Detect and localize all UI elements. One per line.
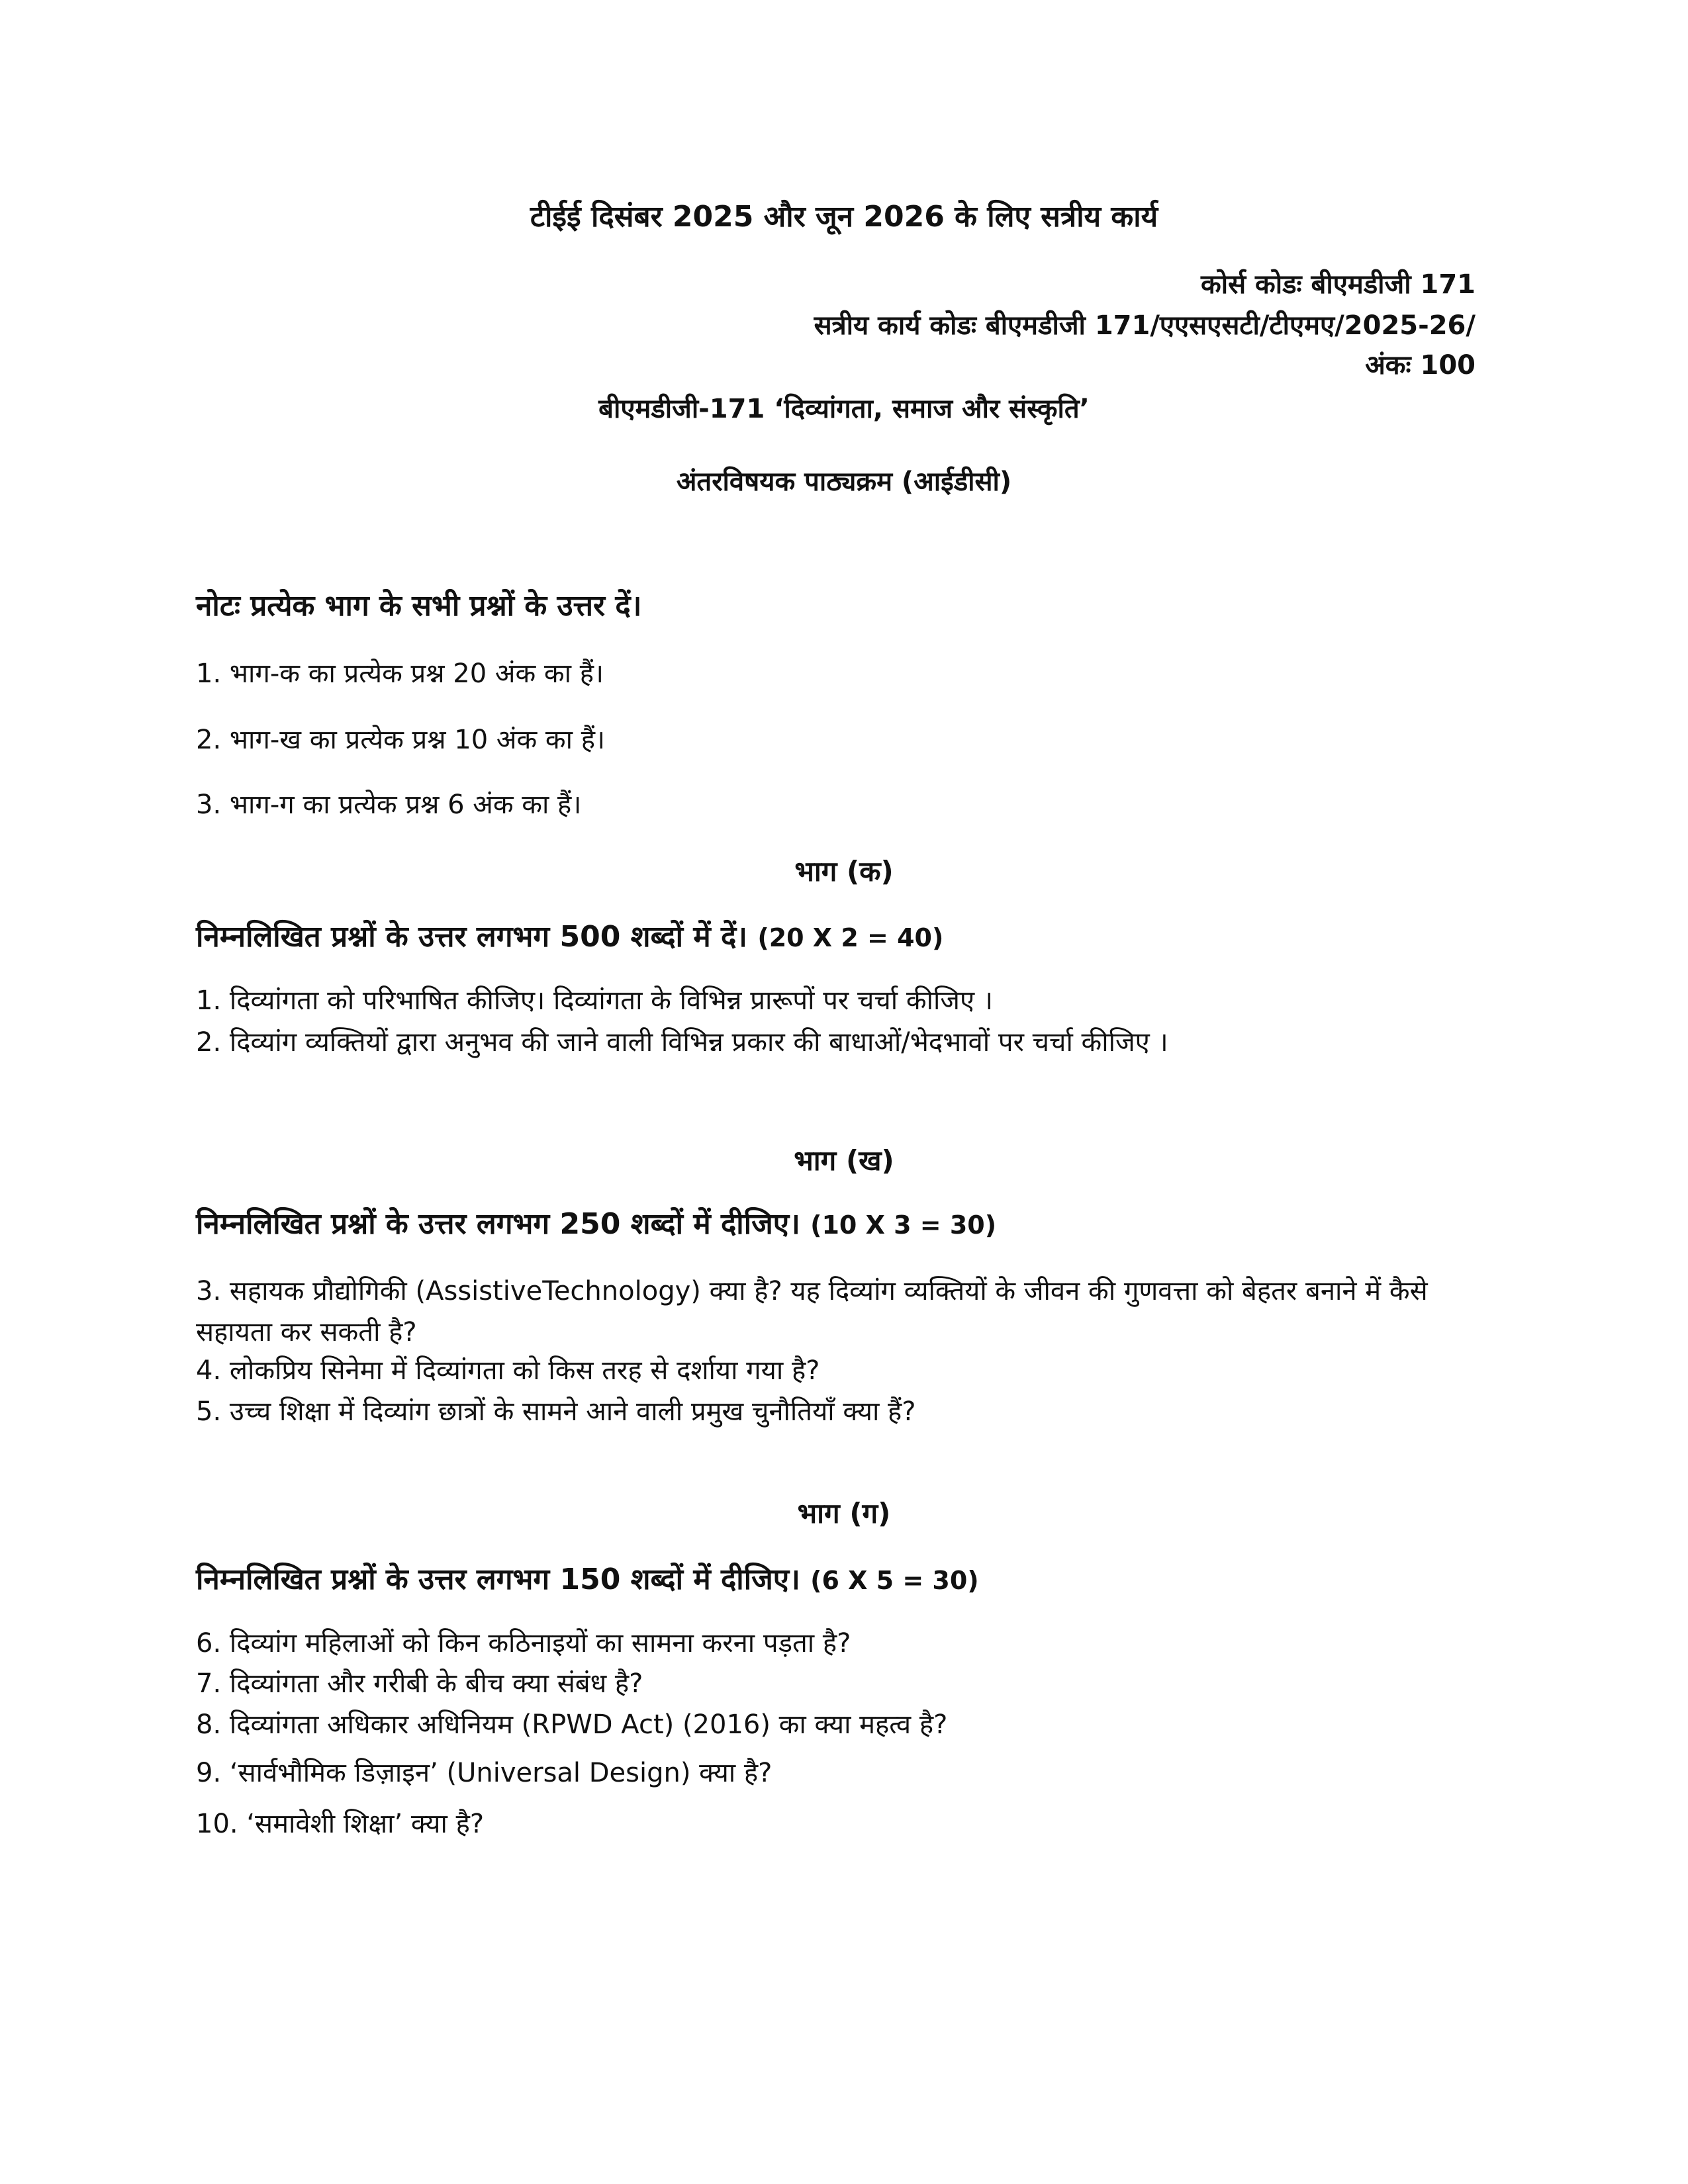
note-heading: नोटः प्रत्येक भाग के सभी प्रश्नों के उत्तर दें। (196, 589, 642, 623)
section-instruction-a (196, 920, 944, 954)
section-title-a: भाग (क) (794, 855, 894, 887)
question: 5. उच्च शिक्षा में दिव्यांग छात्रों के सामने आने वाली प्रमुख चुनौतियाँ क्या हैं? (196, 1396, 916, 1427)
question: 9. ‘सार्वभौमिक डिज़ाइन’ (Universal Design) क्या है? (196, 1758, 773, 1788)
course-code: कोर्स कोडः बीएमडीजी 171 (1201, 269, 1476, 300)
question: 10. ‘समावेशी शिक्षा’ क्या है? (196, 1809, 485, 1839)
marks-formula: (20 X 2 = 40) (757, 923, 944, 952)
note-rule: 3. भाग-ग का प्रत्येक प्रश्न 6 अंक का हैं। (196, 790, 582, 820)
question: 4. लोकप्रिय सिनेमा में दिव्यांगता को किस तरह से दर्शाया गया है? (196, 1355, 820, 1386)
question: 1. दिव्यांगता को परिभाषित कीजिए। दिव्यांगता के विभिन्न प्रारूपों पर चर्चा कीजिए । (196, 985, 993, 1016)
section-title-b: भाग (ख) (794, 1144, 894, 1177)
section-title-c: भाग (ग) (797, 1497, 891, 1529)
instruction-text: निम्नलिखित प्रश्नों के उत्तर लगभग 250 शब्दों में दीजिए। (196, 1207, 800, 1241)
question: 2. दिव्यांग व्यक्तियों द्वारा अनुभव की जाने वाली विभिन्न प्रकार की बाधाओं/भेदभावों पर चर्चा कीजिए । (196, 1027, 1168, 1058)
question: 6. दिव्यांग महिलाओं को किन कठिनाइयों का सामना करना पड़ता है? (196, 1628, 851, 1659)
instruction-text: निम्नलिखित प्रश्नों के उत्तर लगभग 500 शब्दों में दें। (196, 920, 747, 954)
marks-formula: (6 X 5 = 30) (810, 1566, 979, 1595)
document-title: टीईई दिसंबर 2025 और जून 2026 के लिए सत्रीय कार्य (530, 200, 1158, 234)
question: 8. दिव्यांगता अधिकार अधिनियम (RPWD Act) (2016) का क्या महत्व है? (196, 1709, 948, 1740)
course-title: बीएमडीजी-171 ‘दिव्यांगता, समाज और संस्कृति’ (598, 394, 1090, 424)
instruction-text: निम्नलिखित प्रश्नों के उत्तर लगभग 150 शब्दों में दीजिए। (196, 1563, 800, 1596)
assignment-code: सत्रीय कार्य कोडः बीएमडीजी 171/एएसएसटी/टीएमए/2025-26/ (814, 310, 1476, 341)
section-instruction-c (196, 1565, 979, 1594)
course-type: अंतरविषयक पाठ्यक्रम (आईडीसी) (676, 467, 1012, 497)
total-marks: अंकः 100 (1365, 350, 1476, 381)
marks-formula: (10 X 3 = 30) (810, 1210, 997, 1240)
question: 7. दिव्यांगता और गरीबी के बीच क्या संबंध है? (196, 1668, 643, 1699)
section-instruction-b (196, 1207, 997, 1241)
note-rule: 1. भाग-क का प्रत्येक प्रश्न 20 अंक का हैं। (196, 659, 604, 689)
note-rule: 2. भाग-ख का प्रत्येक प्रश्न 10 अंक का हैं। (196, 725, 606, 755)
question: 3. सहायक प्रौद्योगिकी (AssistiveTechnology) क्या है? यह दिव्यांग व्यक्तियों के जीवन की गुणवत्ता को बेहतर बनाने में कैसे सहायता कर सकती है? (196, 1276, 1428, 1347)
